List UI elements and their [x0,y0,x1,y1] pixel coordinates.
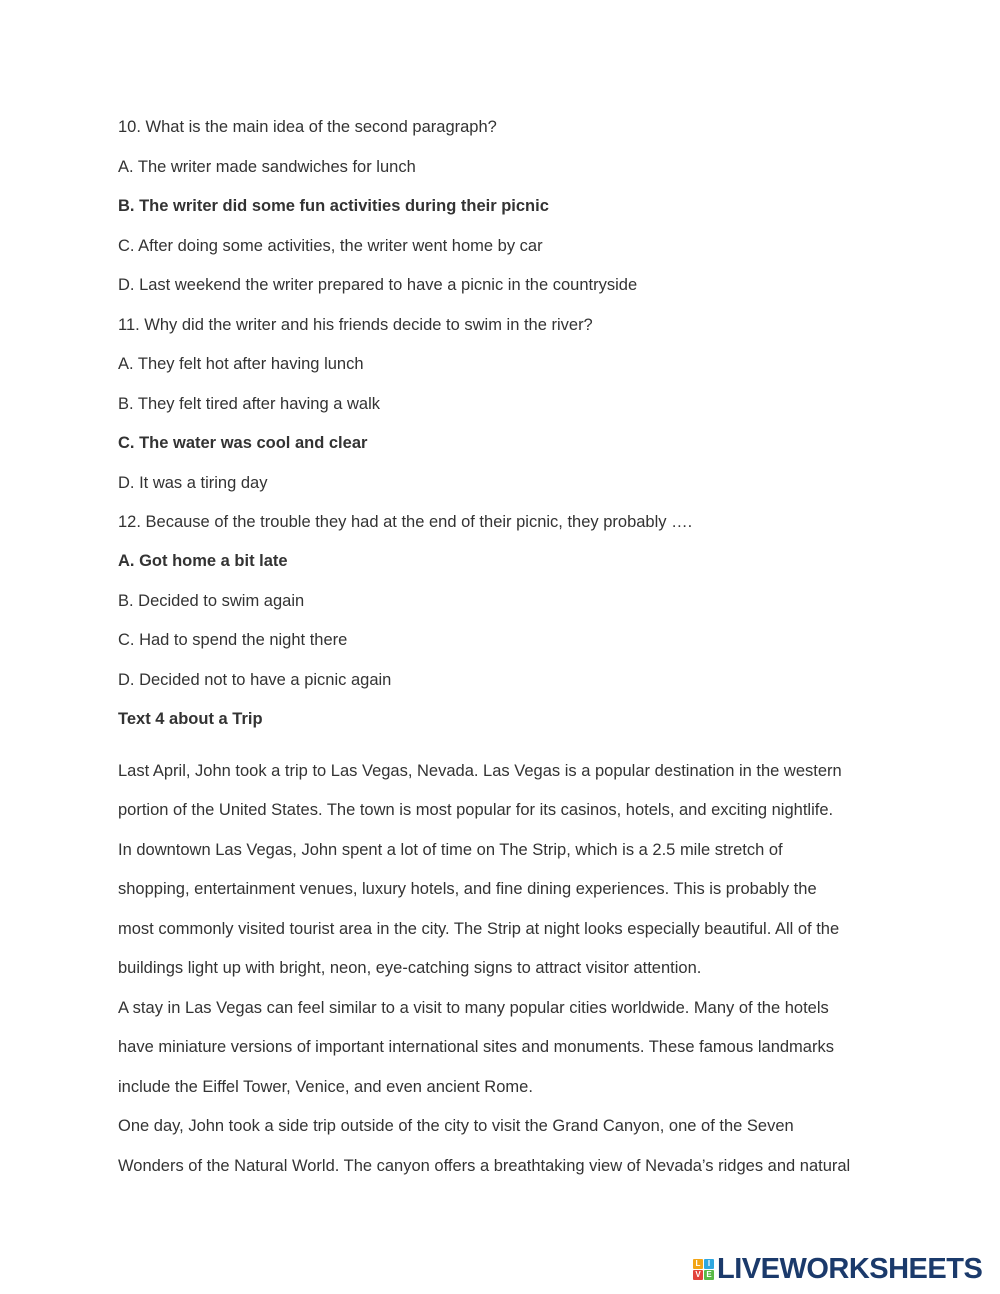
text4-line: In downtown Las Vegas, John spent a lot of time on The Strip, which is a 2.5 mile stretch of [118,841,783,859]
question-10-option-d: D. Last weekend the writer prepared to have a picnic in the countryside [118,276,638,294]
question-10-option-b-answer: B. The writer did some fun activities during their picnic [118,197,549,215]
question-10-option-a: A. The writer made sandwiches for lunch [118,158,416,176]
text4-line: Last April, John took a trip to Las Vegas, Nevada. Las Vegas is a popular destination in the western [118,762,842,780]
liveworksheets-logo-icon [693,1259,714,1280]
text4-heading: Text 4 about a Trip [118,710,263,728]
question-11-option-d: D. It was a tiring day [118,474,268,492]
text4-line: shopping, entertainment venues, luxury hotels, and fine dining experiences. This is probably the [118,880,817,898]
liveworksheets-logo [693,1254,982,1284]
question-12-option-c: C. Had to spend the night there [118,631,348,649]
text4-line: One day, John took a side trip outside of the city to visit the Grand Canyon, one of the Seven [118,1117,794,1135]
text4-line: include the Eiffel Tower, Venice, and even ancient Rome. [118,1078,533,1096]
logo-icon-letter: L [693,1259,703,1269]
text4-line: portion of the United States. The town is most popular for its casinos, hotels, and exciting nightlife. [118,801,834,819]
logo-icon-letter: E [704,1270,714,1280]
text4-line: Wonders of the Natural World. The canyon offers a breathtaking view of Nevada’s ridges and natural [118,1157,851,1175]
question-11-option-b: B. They felt tired after having a walk [118,395,380,413]
text4-line: A stay in Las Vegas can feel similar to a visit to many popular cities worldwide. Many of the hotels [118,999,829,1017]
text4-line: buildings light up with bright, neon, eye-catching signs to attract visitor attention. [118,959,702,977]
text4-line: most commonly visited tourist area in the city. The Strip at night looks especially beautiful. All of the [118,920,840,938]
text4-line: have miniature versions of important international sites and monuments. These famous landmarks [118,1038,834,1056]
question-12-option-d: D. Decided not to have a picnic again [118,671,392,689]
question-11-stem: 11. Why did the writer and his friends decide to swim in the river? [118,316,593,334]
logo-icon-letter: I [704,1259,714,1269]
liveworksheets-logo-text: LIVEWORKSHEETS [717,1253,983,1285]
question-12-option-b: B. Decided to swim again [118,592,305,610]
question-12-stem: 12. Because of the trouble they had at the end of their picnic, they probably …. [118,513,693,531]
question-11-option-a: A. They felt hot after having lunch [118,355,364,373]
logo-icon-letter: V [693,1270,703,1280]
question-11-option-c-answer: C. The water was cool and clear [118,434,368,452]
question-12-option-a-answer: A. Got home a bit late [118,552,288,570]
question-10-stem: 10. What is the main idea of the second paragraph? [118,118,497,136]
question-10-option-c: C. After doing some activities, the writer went home by car [118,237,543,255]
